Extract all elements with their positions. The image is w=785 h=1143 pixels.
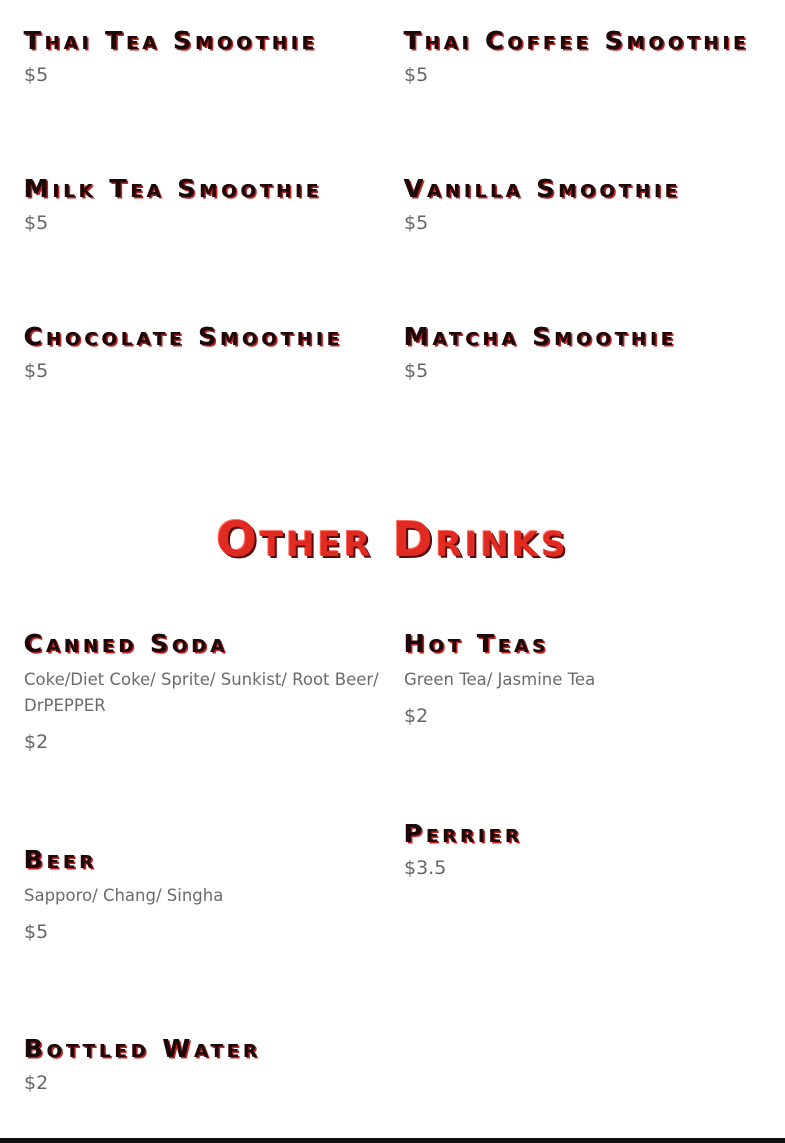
menu-item-vanilla-smoothie <box>404 174 764 236</box>
menu-item-perrier <box>404 819 764 881</box>
item-name: Vanilla Smoothie <box>404 174 682 203</box>
item-price: $5 <box>24 360 49 382</box>
item-name: Thai Coffee Smoothie <box>404 26 750 55</box>
menu-item-canned-soda <box>24 629 384 755</box>
item-name: Canned Soda <box>24 629 229 658</box>
item-price: $2 <box>24 731 49 753</box>
item-name: Bottled Water <box>24 1034 262 1063</box>
item-price: $5 <box>24 212 49 234</box>
menu-item-milk-tea-smoothie <box>24 174 384 236</box>
item-description: Coke/Diet Coke/ Sprite/ Sunkist/ Root Beer/ DrPEPPER <box>24 670 379 715</box>
menu-item-beer <box>24 845 384 945</box>
item-price: $5 <box>24 921 49 943</box>
item-price: $2 <box>404 705 429 727</box>
item-name: Beer <box>24 845 98 874</box>
item-name: Hot Teas <box>404 629 550 658</box>
menu-item-bottled-water <box>24 1034 384 1096</box>
item-price: $5 <box>404 212 429 234</box>
item-name: Perrier <box>404 819 524 848</box>
item-price: $2 <box>24 1072 49 1094</box>
item-name: Milk Tea Smoothie <box>24 174 323 203</box>
item-name: Matcha Smoothie <box>404 322 678 351</box>
menu-item-thai-tea-smoothie <box>24 26 384 88</box>
menu-item-matcha-smoothie <box>404 322 764 384</box>
item-price: $5 <box>24 64 49 86</box>
item-name: Thai Tea Smoothie <box>24 26 319 55</box>
menu-item-thai-coffee-smoothie <box>404 26 764 88</box>
item-price: $3.5 <box>404 857 447 879</box>
item-description: Sapporo/ Chang/ Singha <box>24 886 224 905</box>
item-price: $5 <box>404 64 429 86</box>
item-price: $5 <box>404 360 429 382</box>
bottom-divider <box>0 1138 785 1143</box>
menu-item-hot-teas <box>404 629 764 729</box>
item-name: Chocolate Smoothie <box>24 322 344 351</box>
item-description: Green Tea/ Jasmine Tea <box>404 670 596 689</box>
menu-item-chocolate-smoothie <box>24 322 384 384</box>
section-title-other-drinks: Other Drinks <box>216 512 569 568</box>
